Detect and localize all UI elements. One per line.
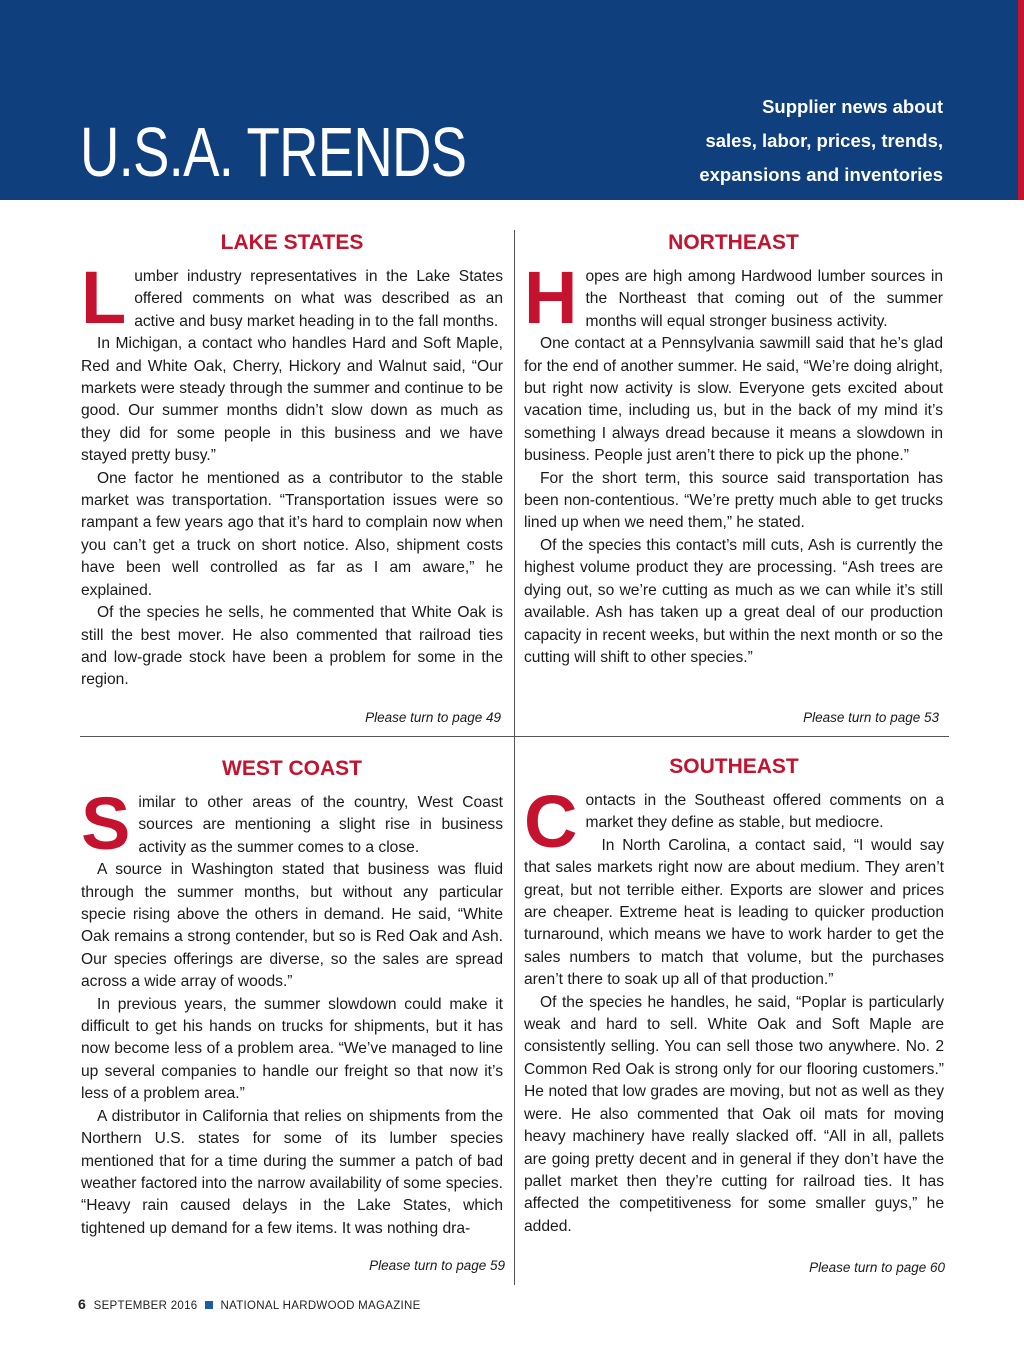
continued-notice: Please turn to page 49 [365,710,501,725]
article-body [81,256,503,692]
drop-cap: S [81,782,131,865]
section-title: LAKE STATES [220,231,364,254]
paragraph: umber industry representatives in the Lake States offered comments on what was described as an active and busy market heading in to the fall months. [134,268,503,330]
page-number: 6 [78,1296,87,1312]
paragraph: Of the species he sells, he commented that White Oak is still the best mover. He also commented that railroad ties and low-grade stock have been a problem for some in the region. [81,604,503,689]
page-footer [78,1296,421,1312]
tagline-line-3: expansions and inventories [699,164,943,185]
section-title: NORTHEAST [668,231,799,254]
paragraph: A source in Washington stated that business was fluid through the summer months, but without any particular specie rising above the others in demand. He said, “White Oak remains a strong contender, but so is Red Oak and Ash. Our species offerings are diverse, so the sales are spread across a wide array of woods.” [81,861,503,991]
paragraph: Of the species he handles, he said, “Poplar is particularly weak and hard to sell. White Oak and Soft Maple are consistently selling. You can sell those two anywhere. No. 2 Common Red Oak is strong only for our flooring customers.” He noted that low grades are moving, but not as well as they were. He also commented that Oak oil mats for moving heavy machinery have really slacked off. “All in all, pallets are going pretty decent and in general if they don’t have the pallet market then they’re cutting for railroad ties. It has affected the competitiveness for some smaller guys,” he added. [524,993,944,1235]
article-body [524,256,943,669]
continued-notice: Please turn to page 53 [803,710,939,725]
issue-date: SEPTEMBER 2016 [93,1300,198,1312]
magazine-name: NATIONAL HARDWOOD MAGAZINE [220,1300,421,1312]
tagline-line-2: sales, labor, prices, trends, [705,130,943,151]
section-northeast [524,230,943,669]
paragraph: Of the species this contact’s mill cuts, Ash is currently the highest volume product they are processing. “Ash trees are dying out, so we’re cutting as much as we can while it’s still available. Ash has taken up a great deal of our production capacity in recent weeks, but within the next month or so the cutting will shift to other species.” [524,536,943,666]
paragraph: For the short term, this source said transportation has been non-contentious. “We’re pretty much able to get trucks lined up when we need them,” he stated. [524,469,943,532]
paragraph: imilar to other areas of the country, West Coast sources are mentioning a slight rise in business activity as the summer comes to a close. [138,794,503,856]
section-title: WEST COAST [222,757,362,780]
square-icon [205,1301,213,1309]
header-red-edge [1018,0,1024,200]
article-body [524,780,944,1238]
tagline-line-1: Supplier news about [762,96,943,117]
section-southeast [524,754,944,1238]
section-lake-states [81,230,503,692]
drop-cap: L [81,256,127,339]
drop-cap: C [524,780,578,863]
paragraph: One factor he mentioned as a contributor to the stable market was transportation. “Transportation issues were so rampant a few years ago that it’s hard to complain now when you can’t get a truck on short notice. Also, shipment costs have been well controlled as far as I am aware,” he explained. [81,469,503,599]
header-banner [0,0,1018,200]
page-title: U.S.A. TRENDS [80,113,467,191]
continued-notice: Please turn to page 59 [369,1258,505,1273]
continued-notice: Please turn to page 60 [809,1260,945,1275]
paragraph: In previous years, the summer slowdown could make it difficult to get his hands on trucks for shipments, but it has now become less of a problem area. “We’ve managed to line up several companies to handle our freight so that now it’s less of a problem area.” [81,995,503,1103]
paragraph: A distributor in California that relies on shipments from the Northern U.S. states for some of its lumber species mentioned that for a time during the summer a patch of bad weather factored into the narrow availability of some species. “Heavy rain caused delays in the Lake States, which tightened up demand for a few items. It was nothing dra- [81,1107,503,1237]
section-title: SOUTHEAST [669,755,799,778]
section-west-coast [81,756,503,1240]
paragraph: In North Carolina, a contact said, “I would say that sales markets right now are about medium. They aren’t great, but not terrible either. Exports are slower and prices are cheaper. Extreme heat is leading to quicker production turnaround, which means we have to work harder to get the sales numbers to match that volume, but the purchases aren’t there to soak up all of that production.” [524,836,944,989]
paragraph: One contact at a Pennsylvania sawmill said that he’s glad for the end of another summer. He said, “We’re doing alright, but right now activity is slow. Everyone gets excited about vacation time, including us, but in the back of my mind it’s something I always dread because it means a slowdown in business. People just aren’t there to pick up the phone.” [524,335,943,465]
drop-cap: H [524,256,578,339]
section-divider [80,736,949,737]
article-body [81,782,503,1240]
paragraph: opes are high among Hardwood lumber sources in the Northeast that coming out of the summer months will equal stronger business activity. [585,268,943,330]
paragraph: ontacts in the Southeast offered comments on a market they define as stable, but mediocre. [585,792,944,832]
column-divider-bottom [514,737,515,1285]
header-tagline [699,90,943,192]
paragraph: In Michigan, a contact who handles Hard and Soft Maple, Red and White Oak, Cherry, Hickory and Walnut said, “Our markets were steady through the summer and continue to be good. Our summer months didn’t slow down as much as they did for some people in this business and we have stayed pretty busy.” [81,335,503,465]
column-divider-top [514,230,515,736]
